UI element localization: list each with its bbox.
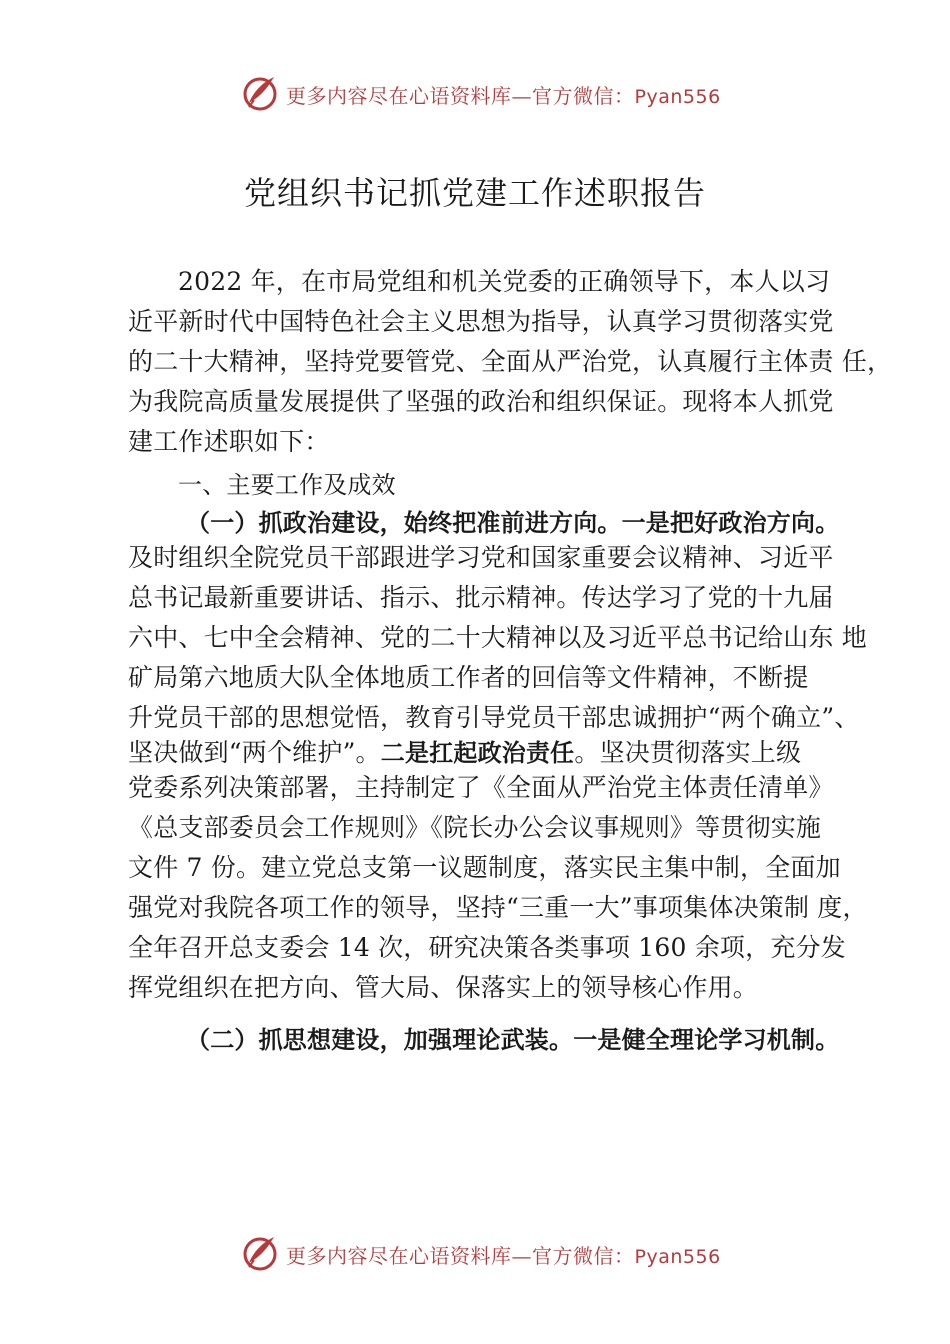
item-1-line-11: 全年召开总支委会 14 次，研究决策各类事项 160 余项，充分发 xyxy=(128,933,846,962)
item-2-heading: （二）抓思想建设，加强理论武装。一是健全理论学习机制。 xyxy=(186,1026,840,1054)
intro-line-2: 近平新时代中国特色社会主义思想为指导，认真学习贯彻落实党 xyxy=(128,307,834,336)
item-1-line-2: 总书记最新重要讲话、指示、批示精神。传达学习了党的十九届 xyxy=(128,583,834,612)
header-banner xyxy=(0,68,950,118)
footer-wechat-id: Pyan556 xyxy=(634,1246,721,1268)
quill-logo-icon xyxy=(240,1233,280,1273)
intro-line-3: 的二十大精神，坚持党要管党、全面从严治党，认真履行主体责 任， xyxy=(128,347,893,376)
header-text xyxy=(286,80,721,109)
item-1-line-9: 文件 7 份。建立党总支第一议题制度，落实民主集中制，全面加 xyxy=(128,853,841,882)
mixed-pre: 坚决做到“两个维护”。 xyxy=(128,738,381,767)
item-1-line-12: 挥党组织在把方向、管大局、保落实上的领导核心作用。 xyxy=(128,973,759,1002)
item-1-line-1: 及时组织全院党员干部跟进学习党和国家重要会议精神、习近平 xyxy=(128,543,834,572)
header-brand: 更多内容尽在心语资料库 xyxy=(286,84,512,108)
header-wechat-label: 官方微信： xyxy=(532,84,635,108)
mixed-post: 。坚决贯彻落实上级 xyxy=(574,738,802,767)
item-1-line-8: 《总支部委员会工作规则》《院长办公会议事规则》等贯彻实施 xyxy=(128,813,822,842)
item-1-line-mixed xyxy=(128,733,801,769)
item-1-line-3: 六中、七中全会精神、党的二十大精神以及习近平总书记给山东 地 xyxy=(128,623,867,652)
footer-text xyxy=(286,1240,721,1269)
intro-line-1: 2022 年，在市局党组和机关党委的正确领导下，本人以习 xyxy=(178,267,831,296)
intro-line-4: 为我院高质量发展提供了坚强的政治和组织保证。现将本人抓党 xyxy=(128,387,834,416)
section-1-heading: 一、主要工作及成效 xyxy=(178,471,396,499)
intro-line-5: 建工作述职如下： xyxy=(128,427,330,456)
item-1-line-10: 强党对我院各项工作的领导，坚持“三重一大”事项集体决策制 度， xyxy=(128,893,868,922)
header-wechat-id: Pyan556 xyxy=(634,86,721,108)
footer-brand: 更多内容尽在心语资料库 xyxy=(286,1244,512,1268)
mixed-bold: 二是扛起政治责任 xyxy=(380,739,575,767)
footer-separator: — xyxy=(511,1244,532,1268)
document-title: 党组织书记抓党建工作述职报告 xyxy=(243,174,706,212)
item-1-line-5: 升党员干部的思想觉悟，教育引导党员干部忠诚拥护“两个确立”、 xyxy=(128,703,860,732)
item-1-line-7: 党委系列决策部署，主持制定了《全面从严治党主体责任清单》 xyxy=(128,773,834,802)
item-1-line-4: 矿局第六地质大队全体地质工作者的回信等文件精神，不断提 xyxy=(128,663,809,692)
footer-banner xyxy=(0,1228,950,1278)
quill-logo-icon xyxy=(240,73,280,113)
item-1-heading: （一）抓政治建设，始终把准前进方向。一是把好政治方向。 xyxy=(186,509,840,537)
footer-wechat-label: 官方微信： xyxy=(532,1244,635,1268)
header-separator: — xyxy=(511,84,532,108)
